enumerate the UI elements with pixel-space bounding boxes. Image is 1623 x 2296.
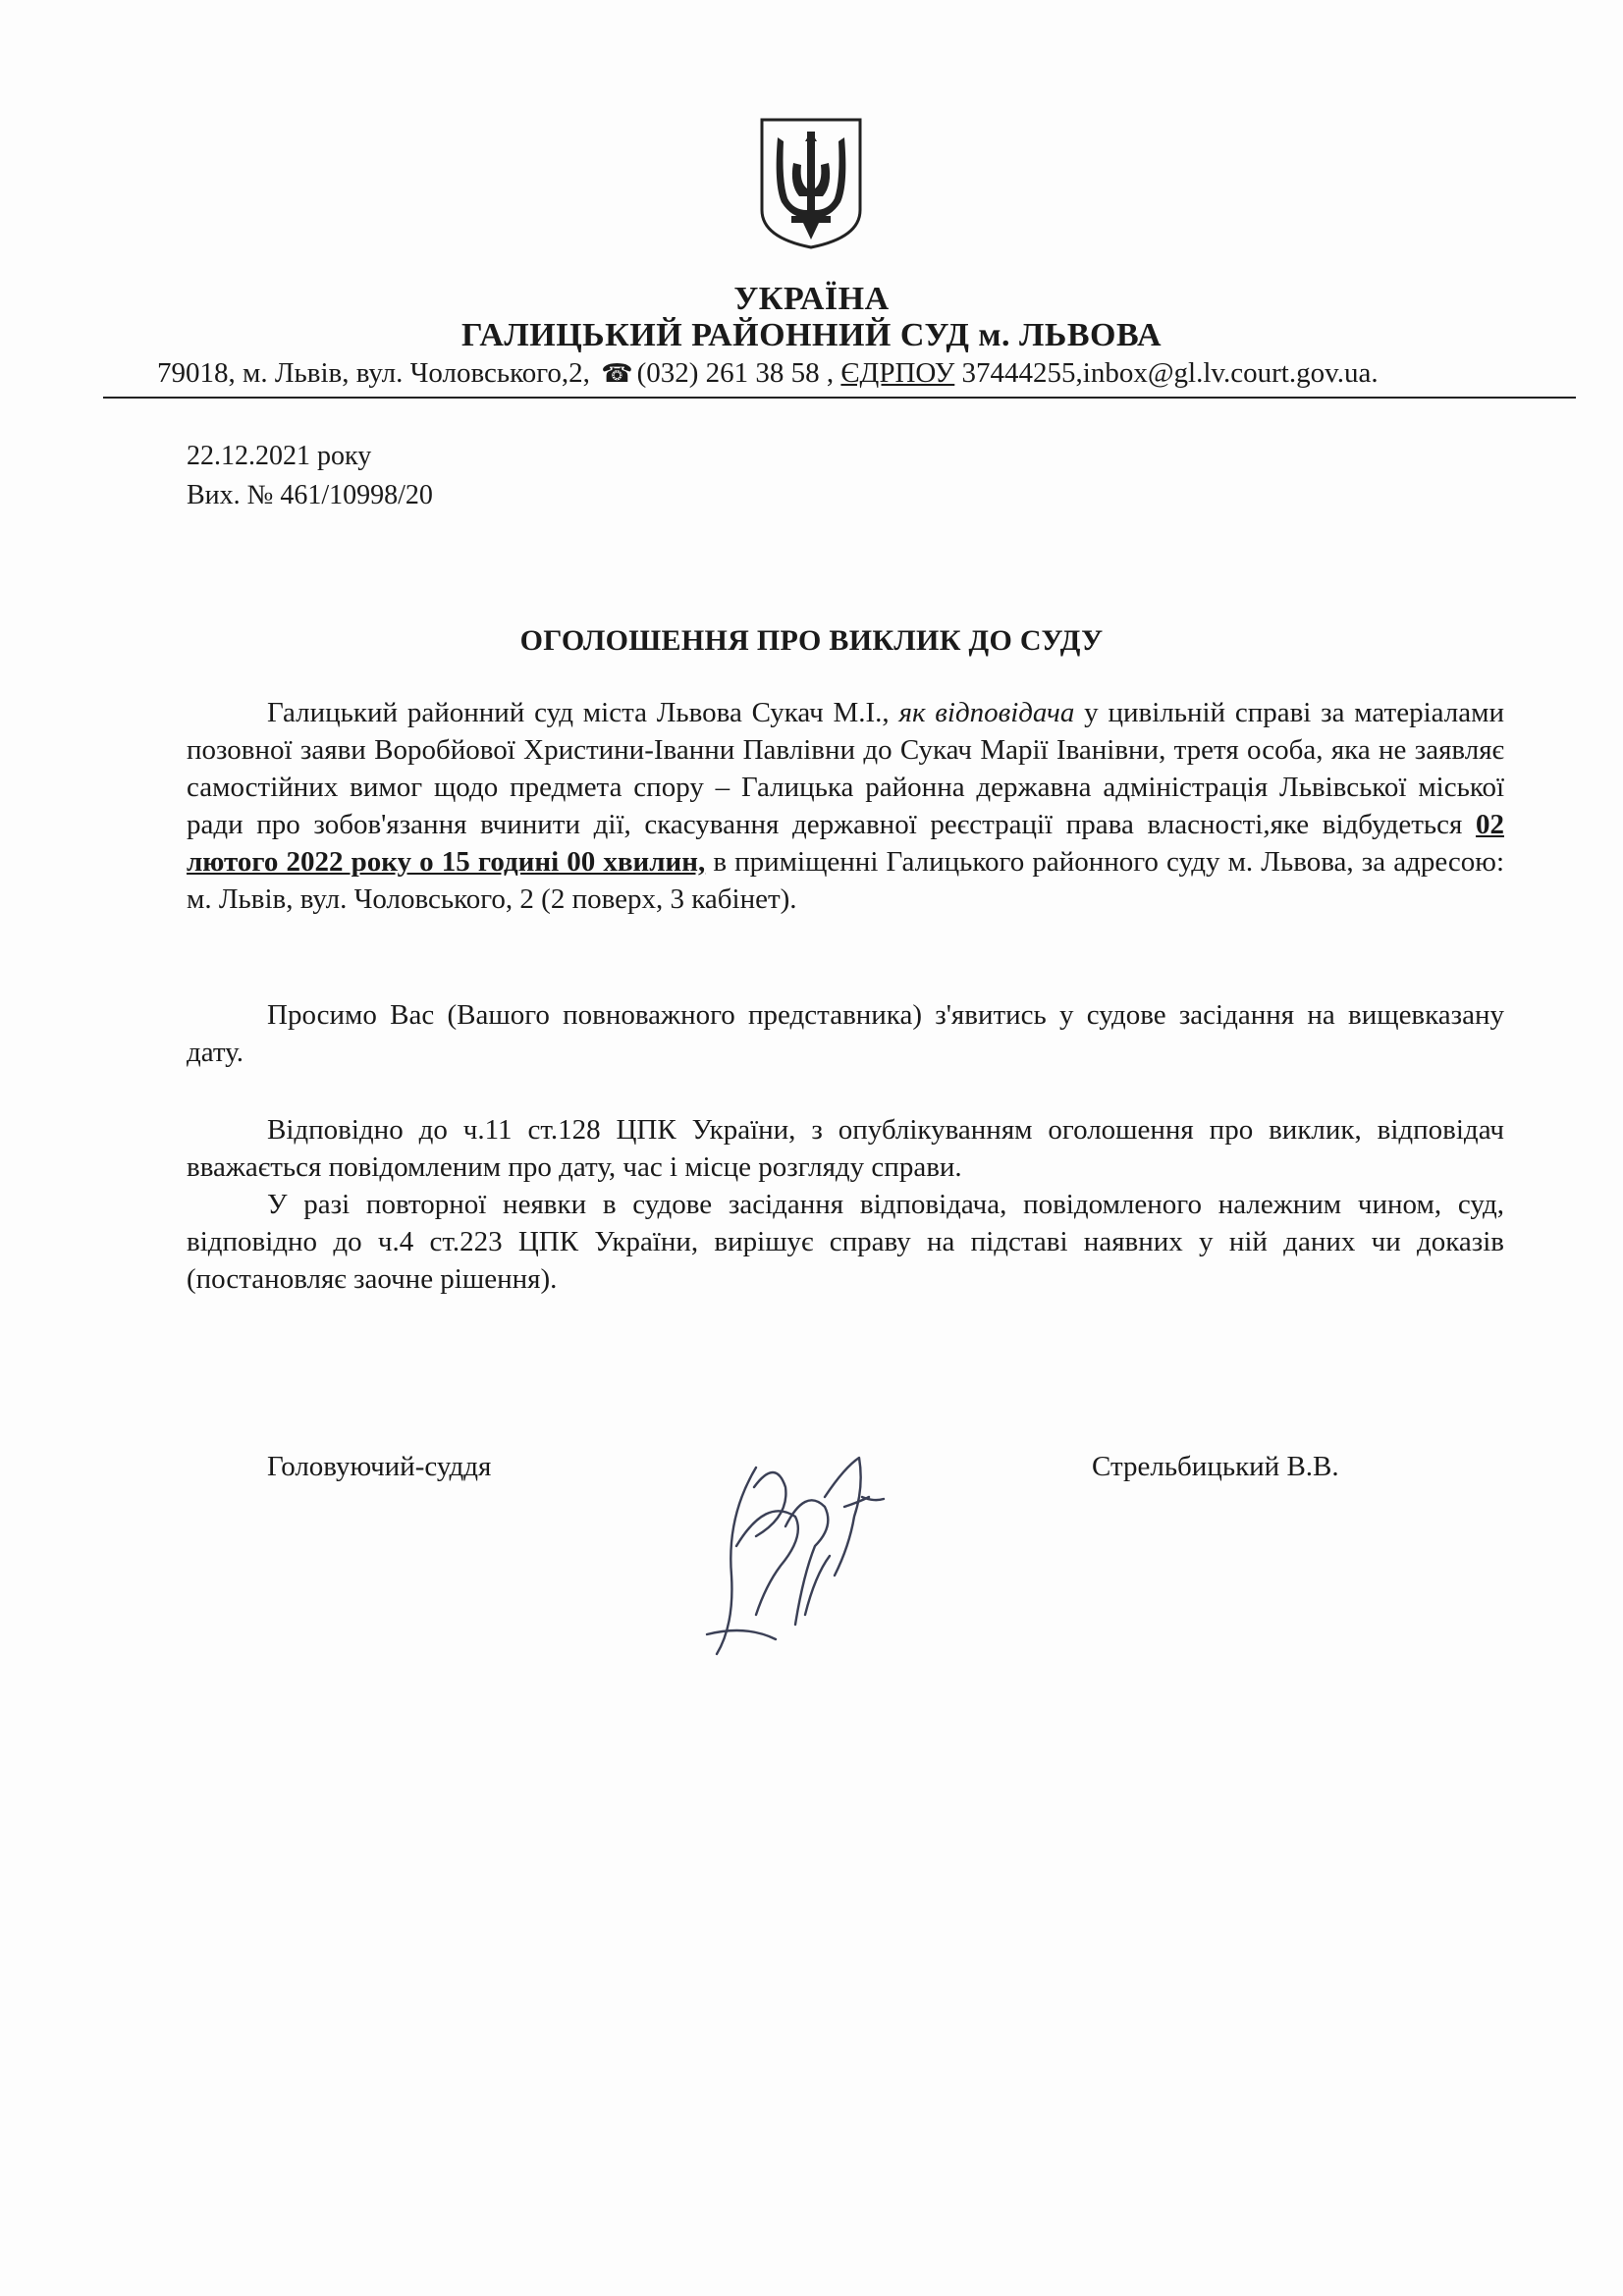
edrpou-label: ЄДРПОУ	[840, 357, 955, 389]
handwritten-signature-icon	[687, 1428, 913, 1664]
telephone-icon: ☎	[601, 359, 633, 388]
document-title: ОГОЛОШЕННЯ ПРО ВИКЛИК ДО СУДУ	[519, 624, 1104, 657]
court-phone: (032) 261 38 58 ,	[636, 357, 835, 389]
court-name-heading: ГАЛИЦЬКИЙ РАЙОННИЙ СУД м. ЛЬВОВА	[460, 317, 1163, 353]
court-contact-line	[157, 357, 1561, 390]
edrpou-and-email: 37444255,inbox@gl.lv.court.gov.ua.	[961, 357, 1379, 389]
outgoing-number: Вих. № 461/10998/20	[187, 480, 433, 510]
p1-italic: як відповідача	[898, 697, 1075, 728]
signatory-role: Головуючий-суддя	[267, 1451, 492, 1482]
hearing-datetime: 02 лютого 2022 року о 15 годині 00 хвилин,	[187, 809, 1504, 878]
p4-text: У разі повторної неявки в судове засідання відповідача, повідомленого належним чином, суд, відповідно до ч.4 ст.223 ЦПК України, вирішує справу на підставі наявних у ній даних чи доказів (постановляє заочне рішення).	[187, 1189, 1504, 1295]
paragraph-summons	[187, 694, 1504, 918]
p3-text: Відповідно до ч.11 ст.128 ЦПК України, з опублікуванням оголошення про виклик, відповідач вважається повідомленим про дату, час і місце розгляду справи.	[187, 1114, 1504, 1183]
header-divider	[103, 397, 1576, 399]
p1-middle: у цивільній справі за матеріалами позовної заяви Воробйової Христини-Іванни Павлівни до Сукач Марії Іванівни, третя особа, яка не заявляє самостійних вимог щодо предмета спору – Галицька районна державна адміністрація Львівської міської ради про зобов'язання вчинити дії, скасування державної реєстрації права власності,яке відбудеться	[187, 697, 1504, 840]
document-meta	[187, 437, 433, 515]
country-heading: УКРАЇНА	[733, 281, 890, 317]
p2-text: Просимо Вас (Вашого повноважного представника) з'явитись у судове засідання на вищевказану дату.	[187, 999, 1504, 1068]
paragraph-default-judgment	[187, 1186, 1504, 1298]
trident-emblem-icon	[758, 116, 864, 251]
paragraph-request	[187, 996, 1504, 1071]
document-date: 22.12.2021 року	[187, 441, 372, 471]
paragraph-notification	[187, 1111, 1504, 1186]
signatory-name: Стрельбицький В.В.	[1092, 1451, 1339, 1482]
court-address: 79018, м. Львів, вул. Чоловського,2,	[157, 357, 590, 389]
p1-end: в приміщенні Галицького районного суду м. Львова, за адресою: м. Львів, вул. Чоловського, 2 (2 поверх, 3 кабінет).	[187, 846, 1505, 915]
p1-start: Галицький районний суд міста Львова Сукач М.І.,	[267, 697, 899, 728]
